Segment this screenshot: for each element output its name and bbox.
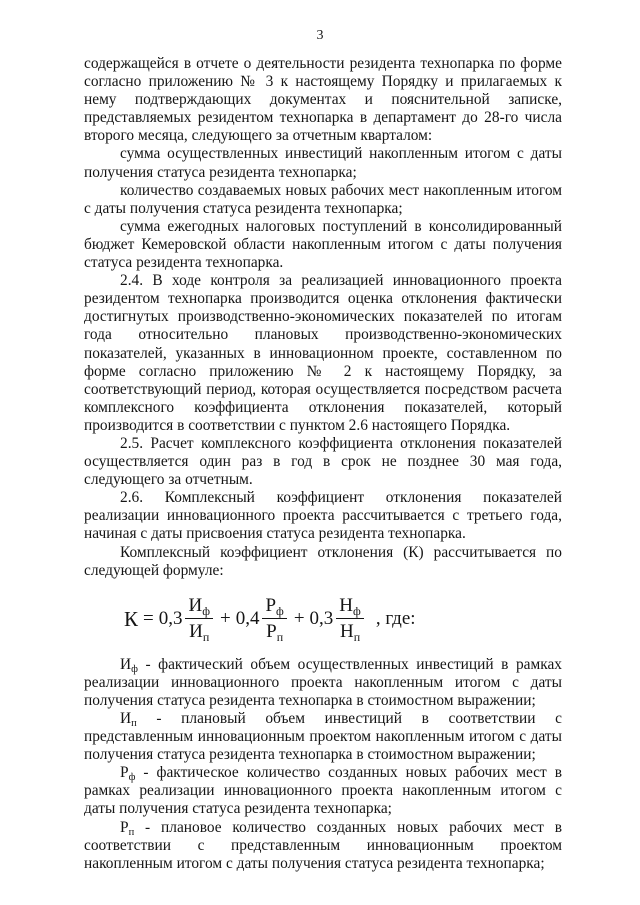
formula-fraction	[336, 594, 364, 643]
document-body	[84, 55, 562, 873]
formula-fraction	[185, 594, 213, 643]
definition-text: - фактический объем осуществленных инвестиций в рамках реализации инновационного проекта накопленным итогом с даты получения статуса резидента технопарка в стоимостном выражении;	[84, 655, 562, 709]
definition-symbol: Р	[120, 818, 129, 836]
definition-subscript: ф	[128, 772, 136, 784]
formula-coefficient: 0,4	[235, 607, 260, 629]
fraction-numerator: $Р_ф$	[262, 594, 286, 619]
definition-subscript: п	[131, 718, 137, 729]
formula-plus: +	[293, 607, 305, 629]
paragraph-jobs-item: количество создаваемых новых рабочих мест накопленным итогом с даты получения статуса резидента технопарка;	[84, 181, 562, 217]
definition-item	[84, 710, 562, 764]
definition-symbol: И	[120, 655, 132, 673]
formula-fraction	[262, 594, 286, 643]
paragraph-continuation: содержащейся в отчете о деятельности резидента технопарка по форме согласно приложению № 3 к настоящему Порядку и прилагаемых к нему подтверждающих документах и пояснительной записке, представляемых резидентом технопарка в департамент до 28-го числа второго месяца, следующего за отчетным кварталом:	[84, 55, 562, 145]
fraction-denominator: $Н_п$	[339, 621, 361, 645]
fraction-numerator: $И_ф$	[185, 594, 213, 619]
definition-item	[84, 764, 562, 818]
definition-subscript: п	[128, 826, 135, 838]
formula-lhs: К	[124, 606, 139, 631]
paragraph-2-5: 2.5. Расчет комплексного коэффициента отклонения показателей осуществляется один раз в год в срок не позднее 30 мая года, следующего за отчетным.	[84, 434, 562, 489]
definition-subscript: ф	[131, 663, 138, 675]
definition-item	[84, 819, 562, 873]
formula-coefficient: 0,3	[158, 607, 183, 629]
paragraph-formula-intro: Комплексный коэффициент отклонения (К) рассчитывается по следующей формуле:	[84, 543, 562, 579]
definition-symbol: Р	[120, 764, 129, 782]
fraction-numerator: $Н_ф$	[336, 594, 364, 619]
formula	[124, 590, 562, 648]
paragraph-taxes-item: сумма ежегодных налоговых поступлений в консолидированный бюджет Кемеровской области накопленным итогом с даты получения статуса резидента технопарка.	[84, 217, 562, 272]
fraction-denominator: $И_п$	[189, 621, 210, 645]
formula-suffix: , где:	[375, 607, 416, 629]
definition-item	[84, 656, 562, 710]
definition-text: - фактическое количество созданных новых рабочих мест в рамках реализации инновационного проекта накопленным итогом с даты получения статуса резидента технопарка;	[84, 764, 562, 818]
paragraph-2-4: 2.4. В ходе контроля за реализацией инновационного проекта резидентом технопарка производится оценка отклонения фактически достигнутых производственно-экономических показателей по итогам года относительно плановых производственно-экономических показателей, указанных в инновационном проекте, составленном по форме согласно приложению № 2 к настоящему Порядку, за соответствующий период, которая осуществляется посредством расчета комплексного коэффициента отклонения показателей, который производится в соответствии с пунктом 2.6 настоящего Порядка.	[84, 272, 562, 434]
definition-text: - плановый объем инвестиций в соответствии с представленным инновационным проектом накопленным итогом с даты получения статуса резидента технопарка в стоимостном выражении;	[84, 710, 562, 764]
paragraph-investments-item: сумма осуществленных инвестиций накопленным итогом с даты получения статуса резидента технопарка;	[84, 145, 562, 181]
page-number: 3	[316, 28, 324, 43]
paragraph-2-6: 2.6. Комплексный коэффициент отклонения показателей реализации инновационного проекта рассчитывается с третьего года, начиная с даты присвоения статуса резидента технопарка.	[84, 489, 562, 543]
definition-text: - плановое количество созданных новых рабочих мест в соответствии с представленным инновационным проектом накопленным итогом с даты получения статуса резидента технопарка;	[84, 818, 562, 872]
formula-equals: =	[143, 607, 154, 629]
formula-plus: +	[220, 607, 231, 629]
fraction-denominator: $Р_п$	[266, 621, 284, 645]
formula-coefficient: 0,3	[309, 607, 334, 629]
definition-symbol: И	[120, 710, 132, 727]
